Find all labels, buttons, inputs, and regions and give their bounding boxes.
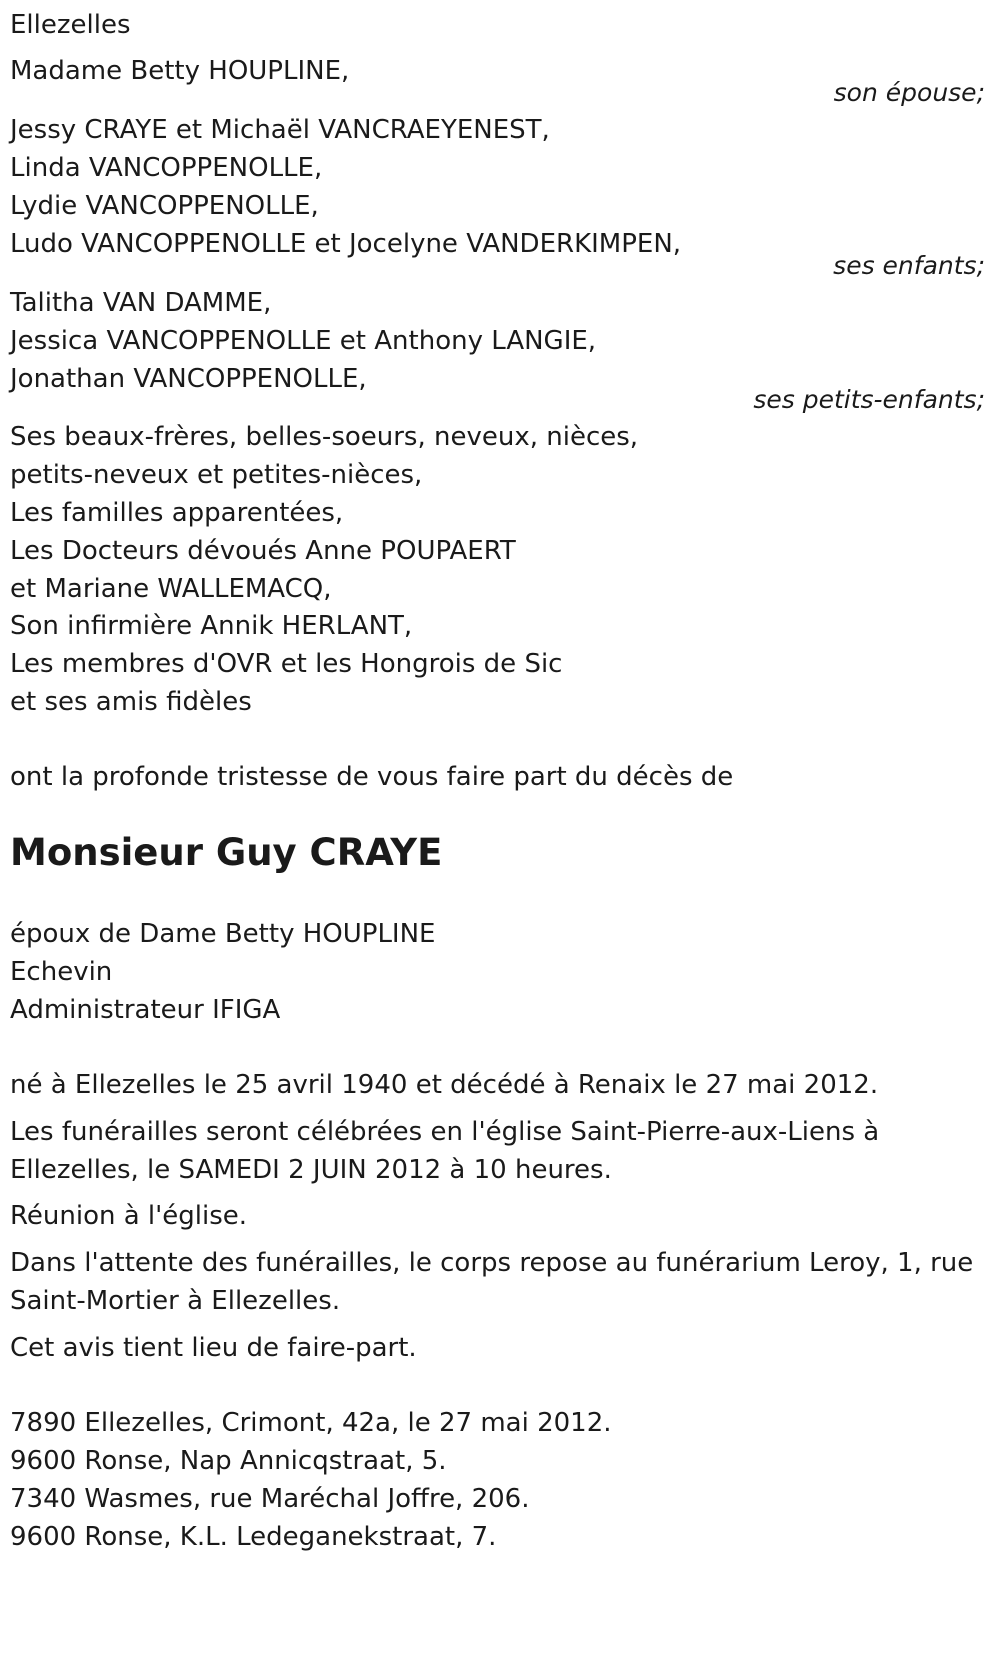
child-name: Ludo VANCOPPENOLLE et Jocelyne VANDERKIMPEN, — [10, 229, 682, 259]
grandchild-name: Talitha VAN DAMME, — [10, 288, 272, 318]
child-name: Lydie VANCOPPENOLLE, — [10, 191, 319, 221]
address-line: 9600 Ronse, K.L. Ledeganekstraat, 7. — [10, 1522, 497, 1552]
deceased-title: Administrateur IFIGA — [10, 995, 281, 1025]
other-mourners-line: Ses beaux-frères, belles-soeurs, neveux, nièces, — [10, 422, 639, 452]
child-name: Jessy CRAYE et Michaël VANCRAEYENEST, — [10, 115, 550, 145]
notice-text: Cet avis tient lieu de faire-part. — [10, 1333, 417, 1363]
address-line: 7340 Wasmes, rue Maréchal Joffre, 206. — [10, 1484, 530, 1514]
grandchild-name: Jessica VANCOPPENOLLE et Anthony LANGIE, — [10, 326, 597, 356]
funeral-text: Ellezelles, le SAMEDI 2 JUIN 2012 à 10 heures. — [10, 1155, 612, 1185]
announcement-text: ont la profonde tristesse de vous faire part du décès de — [10, 762, 734, 792]
address-line: 7890 Ellezelles, Crimont, 42a, le 27 mai 2012. — [10, 1408, 612, 1438]
deceased-title: Echevin — [10, 957, 113, 987]
other-mourners-line: et Mariane WALLEMACQ, — [10, 574, 332, 604]
other-mourners-line: Les membres d'OVR et les Hongrois de Sic — [10, 649, 563, 679]
child-name: Linda VANCOPPENOLLE, — [10, 153, 323, 183]
wake-text: Saint-Mortier à Ellezelles. — [10, 1286, 341, 1316]
wake-text: Dans l'attente des funérailles, le corps repose au funérarium Leroy, 1, rue — [10, 1248, 974, 1278]
deceased-title: époux de Dame Betty HOUPLINE — [10, 919, 436, 949]
funeral-text: Les funérailles seront célébrées en l'église Saint-Pierre-aux-Liens à — [10, 1117, 880, 1147]
grandchild-name: Jonathan VANCOPPENOLLE, — [10, 364, 367, 394]
grandchildren-role: ses petits-enfants; — [753, 385, 985, 414]
birth-death-text: né à Ellezelles le 25 avril 1940 et décédé à Renaix le 27 mai 2012. — [10, 1070, 879, 1100]
other-mourners-line: Les familles apparentées, — [10, 498, 344, 528]
meeting-text: Réunion à l'église. — [10, 1201, 248, 1231]
place-heading: Ellezelles — [10, 10, 131, 40]
other-mourners-line: petits-neveux et petites-nièces, — [10, 460, 423, 490]
deceased-name: Monsieur Guy CRAYE — [10, 831, 443, 874]
other-mourners-line: Les Docteurs dévoués Anne POUPAERT — [10, 536, 516, 566]
other-mourners-line: et ses amis fidèles — [10, 687, 252, 717]
address-line: 9600 Ronse, Nap Annicqstraat, 5. — [10, 1446, 447, 1476]
spouse-role: son épouse; — [833, 78, 985, 107]
children-role: ses enfants; — [833, 251, 985, 280]
other-mourners-line: Son infirmière Annik HERLANT, — [10, 611, 413, 641]
spouse-name: Madame Betty HOUPLINE, — [10, 56, 350, 86]
